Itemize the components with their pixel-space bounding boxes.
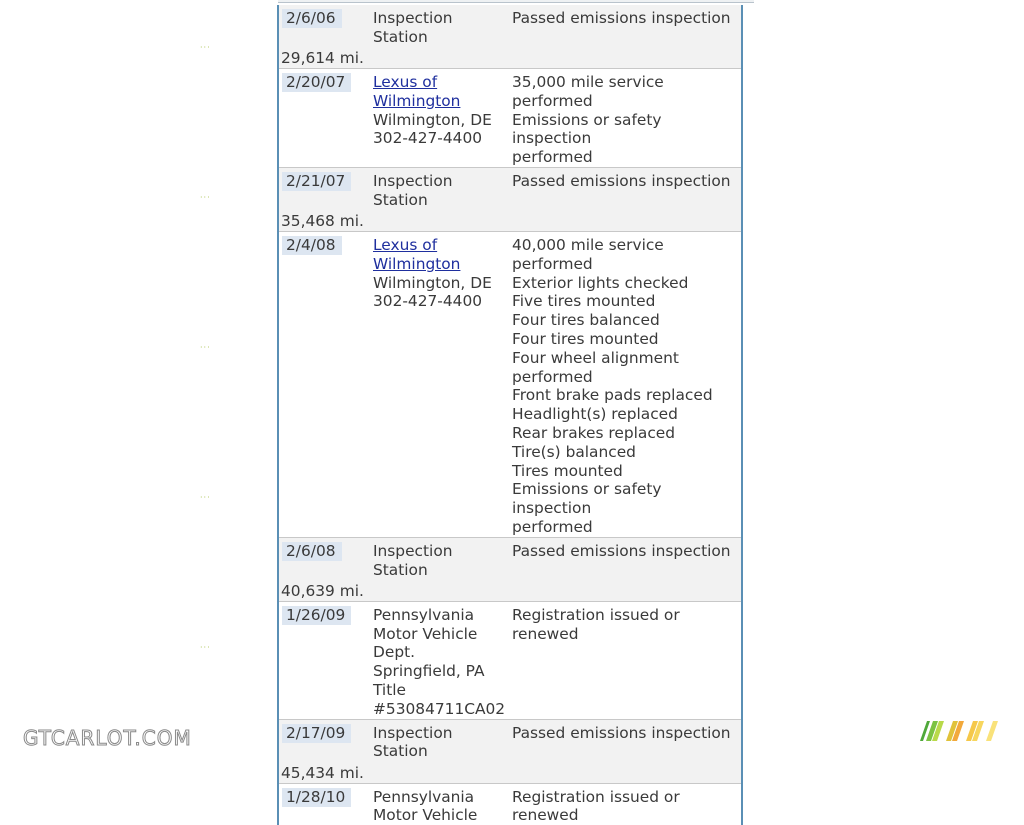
source-cell	[370, 167, 508, 231]
vehicle-history-table	[277, 5, 743, 825]
comment-line: Exterior lights checked	[512, 273, 689, 292]
watermark: GTCARLOT.COM	[23, 726, 192, 750]
dealer-link[interactable]: Wilmington	[373, 91, 461, 110]
date-cell	[278, 783, 370, 825]
stripes-logo-icon	[920, 721, 998, 741]
comments-cell	[508, 69, 742, 168]
comment-line: Tire(s) balanced	[512, 442, 636, 461]
comments-cell	[508, 783, 742, 825]
comment-line: 35,000 mile service performed	[512, 73, 664, 110]
record-date: 2/20/07	[282, 73, 351, 92]
history-row	[278, 167, 742, 231]
history-row	[278, 601, 742, 719]
source-line: Pennsylvania	[373, 787, 475, 806]
comment-line: Four tires balanced	[512, 311, 660, 330]
source-cell	[370, 601, 508, 719]
source-cell	[370, 783, 508, 825]
mileage-reading: 29,614 mi.	[281, 49, 364, 67]
comment-line: performed	[512, 148, 593, 167]
comment-line: Headlight(s) replaced	[512, 405, 678, 424]
source-line: Inspection Station	[373, 171, 453, 209]
source-line: Motor Vehicle	[373, 624, 478, 643]
history-row	[278, 5, 742, 69]
date-cell	[278, 5, 370, 69]
comment-line: performed	[512, 517, 593, 536]
record-date: 2/17/09	[282, 724, 351, 743]
comments-cell	[508, 5, 742, 69]
record-date: 2/4/08	[282, 236, 342, 255]
comment-line: Four tires mounted	[512, 329, 659, 348]
source-line: Springfield, PA	[373, 662, 485, 681]
comment-line: Front brake pads replaced	[512, 386, 713, 405]
source-line: Inspection Station	[373, 723, 453, 761]
comments-cell	[508, 601, 742, 719]
comments-cell	[508, 537, 742, 601]
history-row	[278, 719, 742, 783]
record-date: 2/21/07	[282, 172, 351, 191]
side-dots: ···	[200, 343, 211, 352]
history-row	[278, 231, 742, 537]
history-table-body	[278, 5, 742, 825]
comment-line: Passed emissions inspection	[512, 171, 731, 190]
mileage-reading: 45,434 mi.	[281, 763, 364, 782]
source-cell	[370, 5, 508, 69]
comment-line: Registration issued or renewed	[512, 787, 680, 825]
date-cell	[278, 537, 370, 601]
comment-line: Emissions or safety inspection	[512, 480, 662, 518]
record-date: 2/6/08	[282, 542, 342, 561]
comment-line: 40,000 mile service performed	[512, 235, 664, 273]
mileage-reading: 35,468 mi.	[281, 211, 364, 230]
source-line: Dept.	[373, 643, 416, 662]
dealer-link[interactable]: Wilmington	[373, 254, 461, 273]
source-cell	[370, 537, 508, 601]
history-row	[278, 537, 742, 601]
comment-line: Tires mounted	[512, 461, 623, 480]
source-line: Wilmington, DE	[373, 273, 492, 292]
date-cell	[278, 601, 370, 719]
comment-line: Emissions or safety inspection	[512, 110, 662, 148]
dealer-link[interactable]: Lexus of	[373, 73, 438, 91]
comments-cell	[508, 719, 742, 783]
date-cell	[278, 719, 370, 783]
dealer-link[interactable]: Lexus of	[373, 235, 438, 254]
comment-line: Passed emissions inspection	[512, 723, 731, 742]
source-line: Inspection Station	[373, 9, 453, 46]
top-strip	[278, 0, 754, 3]
record-date: 1/28/10	[282, 788, 351, 807]
history-row	[278, 69, 742, 168]
date-cell	[278, 69, 370, 168]
comments-cell	[508, 167, 742, 231]
source-line: 302-427-4400	[373, 292, 483, 311]
source-cell	[370, 69, 508, 168]
side-dots: ···	[200, 193, 211, 202]
source-line: 302-427-4400	[373, 129, 483, 148]
source-line: Pennsylvania	[373, 605, 475, 624]
source-line: Title	[373, 680, 406, 699]
side-dots: ···	[200, 43, 211, 52]
comment-line: Passed emissions inspection	[512, 9, 731, 27]
source-cell	[370, 231, 508, 537]
date-cell	[278, 231, 370, 537]
side-dots: ···	[200, 643, 211, 652]
source-line: Wilmington, DE	[373, 110, 492, 129]
source-line: Inspection Station	[373, 541, 453, 579]
source-line: Motor Vehicle	[373, 806, 478, 825]
source-line: #53084711CA02	[373, 699, 506, 718]
history-row	[278, 783, 742, 825]
comment-line: Five tires mounted	[512, 292, 656, 311]
comment-line: Passed emissions inspection	[512, 541, 731, 560]
record-date: 1/26/09	[282, 606, 351, 625]
comment-line: Registration issued or renewed	[512, 605, 680, 643]
mileage-reading: 40,639 mi.	[281, 581, 364, 600]
comment-line: Four wheel alignment	[512, 348, 679, 367]
comments-cell	[508, 231, 742, 537]
comment-line: performed	[512, 367, 593, 386]
date-cell	[278, 167, 370, 231]
record-date: 2/6/06	[282, 9, 342, 28]
side-dots: ···	[200, 493, 211, 502]
comment-line: Rear brakes replaced	[512, 423, 676, 442]
source-cell	[370, 719, 508, 783]
